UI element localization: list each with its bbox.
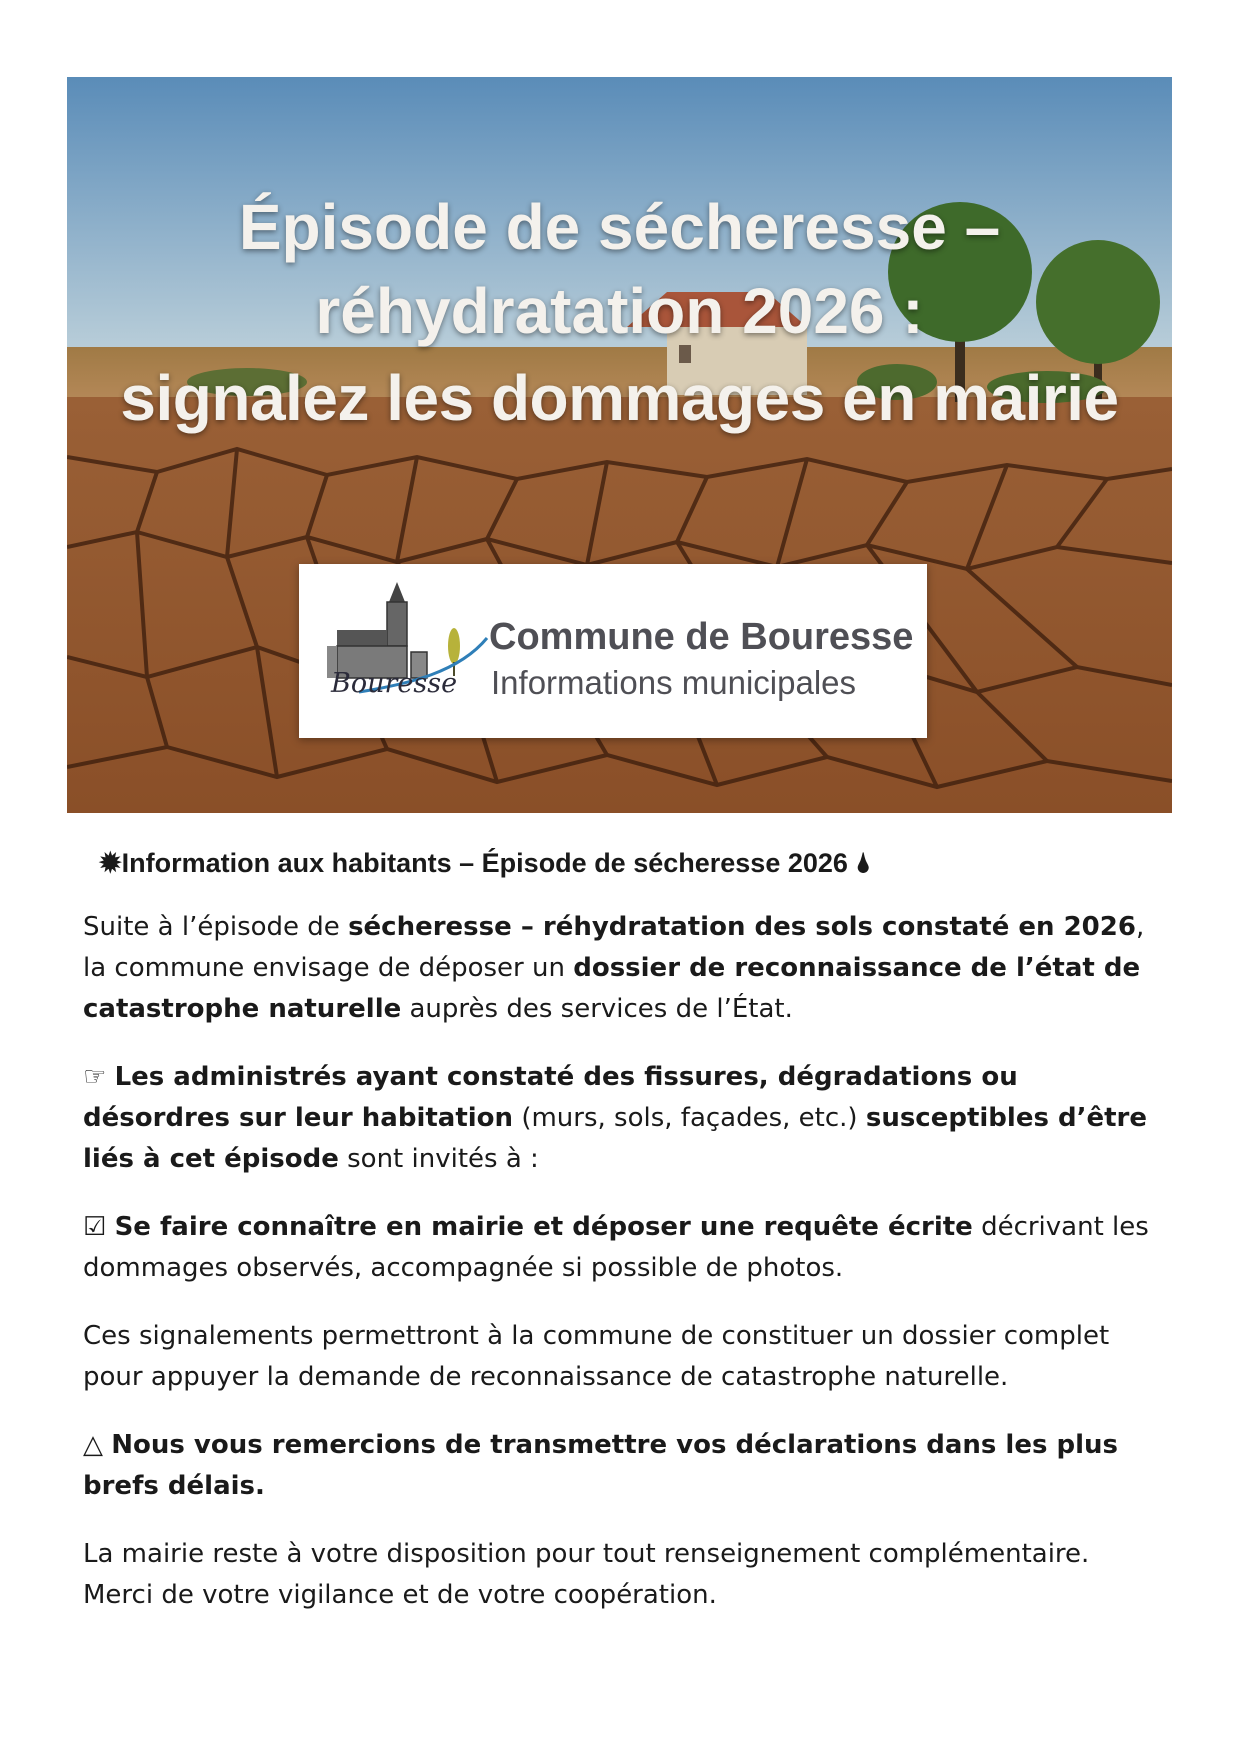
logo-commune-name: Commune de Bouresse (489, 616, 914, 658)
headline-text: Information aux habitants – Épisode de sécheresse 2026 (121, 848, 848, 878)
p1-bold-2: dossier de reconnaissance de l’état de catastrophe naturelle (83, 953, 1141, 1024)
pointing-hand-icon: ☞ (83, 1062, 107, 1092)
hero-banner (67, 77, 1172, 813)
paragraph-affected-residents (83, 1057, 1163, 1180)
paragraph-action (83, 1207, 1163, 1289)
hero-title-line-2: réhydratation 2026 : (315, 275, 924, 347)
warning-triangle-icon: △ (83, 1430, 103, 1460)
paragraph-purpose: Ces signalements permettront à la commune de constituer un dossier complet pour appuyer la demande de reconnaissance de catastrophe naturelle. (83, 1321, 1110, 1392)
closing-line-1: La mairie reste à votre disposition pour tout renseignement complémentaire. (83, 1539, 1090, 1569)
church-logo-icon (319, 580, 489, 720)
logo-subtitle: Informations municipales (491, 664, 856, 701)
p1-text-2: , la commune envisage de déposer un (83, 912, 1145, 983)
hero-title-line-3: signalez les dommages en mairie (120, 362, 1119, 434)
hero-title (67, 185, 1172, 443)
p5-bold-1: Nous vous remercions de transmettre vos déclarations dans les plus brefs délais. (83, 1430, 1119, 1501)
p1-text-1: Suite à l’épisode de (83, 912, 349, 942)
checkbox-icon: ☑ (83, 1212, 107, 1242)
p2-text-2: sont invités à : (338, 1144, 539, 1174)
paragraph-closing (83, 1534, 1163, 1616)
commune-logo-card (299, 564, 927, 738)
article-headline (99, 848, 1163, 880)
p2-bold-1: Les administrés ayant constaté des fissures, dégradations ou désordres sur leur habitation (83, 1062, 1018, 1133)
article-body (83, 848, 1163, 1643)
star-icon: ✹ (99, 848, 122, 878)
paragraph-context (83, 907, 1163, 1030)
p3-text-1: décrivant les dommages observés, accompagnée si possible de photos. (83, 1212, 1149, 1283)
p1-bold-1: sécheresse – réhydratation des sols constaté en 2026 (348, 912, 1136, 942)
paragraph-urgency (83, 1425, 1163, 1507)
water-drop-icon: 🌢 (855, 848, 872, 878)
hero-title-line-1: Épisode de sécheresse – (238, 191, 1001, 263)
closing-line-2: Merci de votre vigilance et de votre coopération. (83, 1580, 717, 1610)
p1-text-3: auprès des services de l’État. (401, 994, 793, 1024)
p2-bold-2: susceptibles d’être liés à cet épisode (83, 1103, 1147, 1174)
p2-text-1: (murs, sols, façades, etc.) (513, 1103, 866, 1133)
p3-bold-1: Se faire connaître en mairie et déposer une requête écrite (114, 1212, 973, 1242)
logo-script-text: Bouresse (331, 668, 458, 699)
